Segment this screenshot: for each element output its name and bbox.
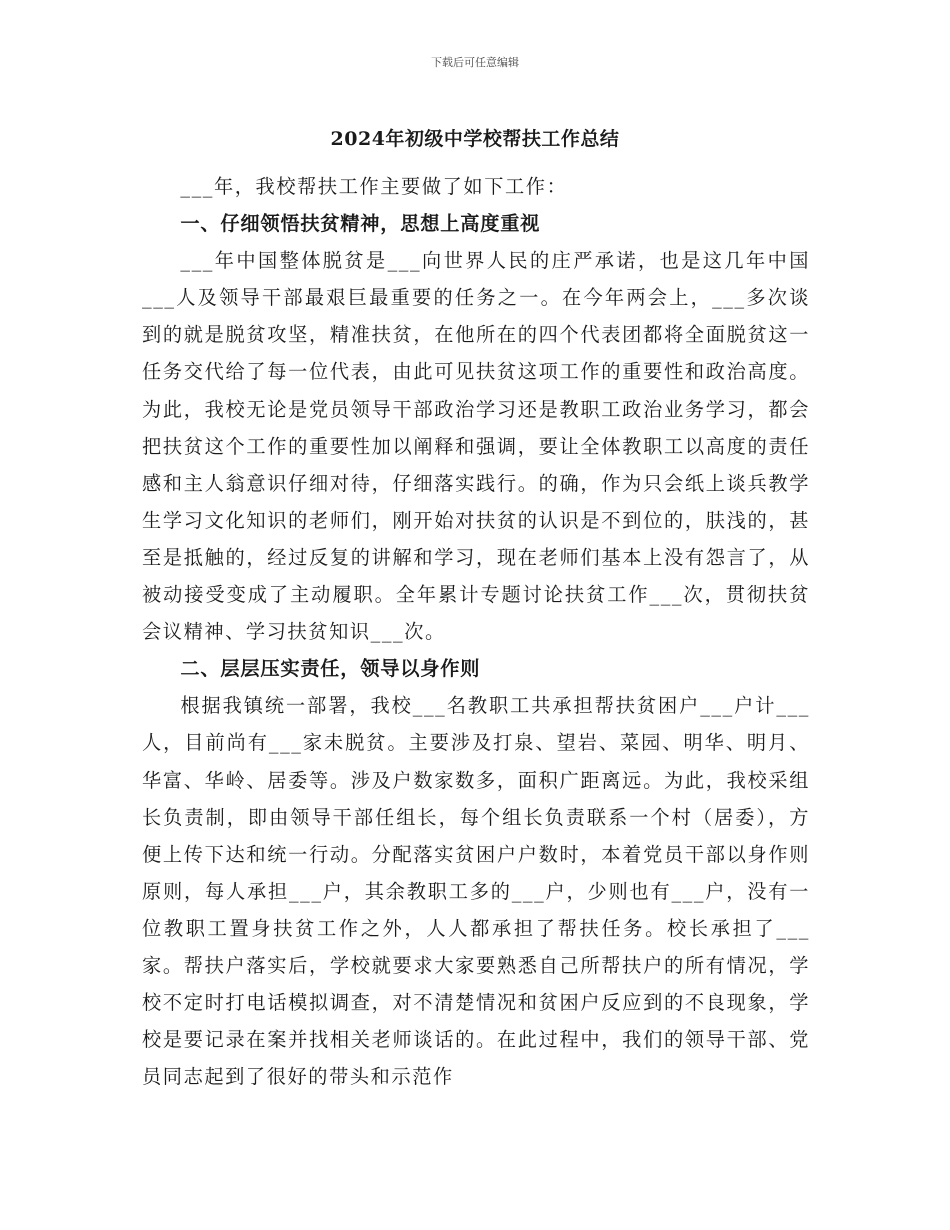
section-1-paragraph: ___年中国整体脱贫是___向世界人民的庄严承诺，也是这几年中国___人及领导干部最艰巨最重要的任务之一。在今年两会上，___多次谈到的就是脱贫攻坚，精准扶贫，在他所在的四个代表团都将全面脱贫这一任务交代给了每一位代表，由此可见扶贫这项工作的重要性和政治高度。为此，我校无论是党员领导干部政治学习还是教职工政治业务学习，都会把扶贫这个工作的重要性加以阐释和强调，要让全体教职工以高度的责任感和主人翁意识仔细对待，仔细落实践行。的确，作为只会纸上谈兵教学生学习文化知识的老师们，刚开始对扶贫的认识是不到位的，肤浅的，甚至是抵触的，经过反复的讲解和学习，现在老师们基本上没有怨言了，从被动接受变成了主动履职。全年累计专题讨论扶贫工作___次，贯彻扶贫会议精神、学习扶贫知识___次。 bbox=[142, 249, 810, 644]
header-note: 下载后可任意编辑 bbox=[431, 56, 519, 69]
document-title: 2024年初级中学校帮扶工作总结 bbox=[330, 128, 620, 150]
section-heading-1: 一、仔细领悟扶贫精神，思想上高度重视 bbox=[180, 212, 541, 236]
document-body bbox=[142, 168, 810, 1095]
intro-paragraph: ___年，我校帮扶工作主要做了如下工作： bbox=[180, 175, 568, 198]
section-2-paragraph: 根据我镇统一部署，我校___名教职工共承担帮扶贫困户___户计___人，目前尚有___家未脱贫。主要涉及打泉、望岩、菜园、明华、明月、华富、华岭、居委等。涉及户数家数多，面积广距离远。为此，我校采组长负责制，即由领导干部任组长，每个组长负责联系一个村（居委），方便上传下达和统一行动。分配落实贫困户户数时，本着党员干部以身作则原则，每人承担___户，其余教职工多的___户，少则也有___户，没有一位教职工置身扶贫工作之外，人人都承担了帮扶任务。校长承担了___家。帮扶户落实后，学校就要求大家要熟悉自己所帮扶户的所有情况，学校不定时打电话模拟调查，对不清楚情况和贫困户反应到的不良现象，学校是要记录在案并找相关老师谈话的。在此过程中，我们的领导干部、党员同志起到了很好的带头和示范作 bbox=[142, 694, 810, 1089]
section-heading-2: 二、层层压实责任，领导以身作则 bbox=[180, 657, 481, 681]
